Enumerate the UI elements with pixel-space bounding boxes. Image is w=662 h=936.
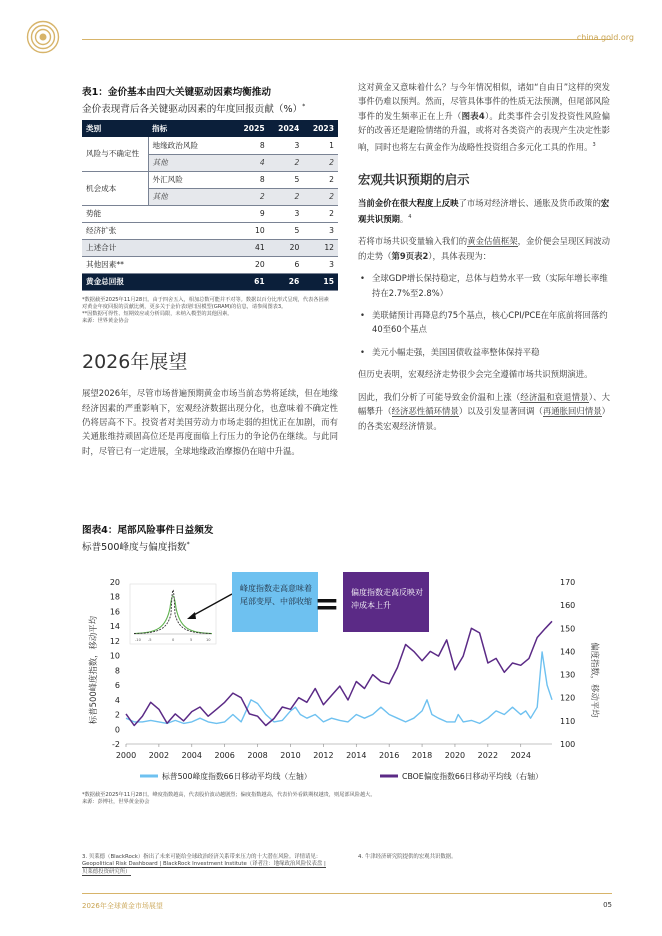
col-indicator: 指标 — [148, 120, 234, 137]
figure-ref-link[interactable]: 图表4 — [461, 110, 485, 121]
table-row-subtotal — [82, 239, 338, 256]
left-tick-label: 8 — [114, 666, 120, 676]
svg-text:-10: -10 — [135, 638, 141, 642]
cell-2023: 1 — [303, 137, 338, 154]
section-heading: 2026年展望 — [82, 351, 188, 374]
legend-label-kurtosis: 标普500峰度指数66日移动平均线（左轴） — [162, 772, 312, 781]
callout-left-text: 峰度指数走高意味着尾部变厚、中部收缩 — [240, 584, 312, 606]
paragraph: 但历史表明，宏观经济走势很少会完全遵循市场共识预期演进。 — [358, 369, 593, 380]
cell-2024: 3 — [269, 137, 304, 154]
cell-2025: 41 — [234, 239, 269, 256]
table1-notes — [82, 297, 332, 326]
left-tick-label: 12 — [109, 636, 120, 646]
table1-note: **因数据可得性、短期效应或分析局限，未纳入模型的其他因素。 — [82, 310, 233, 317]
cell-2024: 5 — [269, 171, 304, 188]
subsection-heading: 宏观共识预期的启示 — [358, 171, 470, 187]
page-number: 05 — [603, 901, 612, 909]
cell-2023: 3 — [303, 222, 338, 239]
figure4-subtitle: 标普500峰度与偏度指数* — [82, 540, 190, 553]
list-item: • 全球GDP增长保持稳定，总体与趋势水平一致（实际年增长率维持在2.7%至2.8%） — [358, 271, 610, 300]
footer-title: 2026年全球黄金市场展望 — [82, 902, 163, 910]
table-row — [82, 137, 338, 154]
right-tick-label: 120 — [560, 693, 576, 703]
left-tick-label: 20 — [109, 578, 120, 587]
col-category: 类别 — [82, 120, 148, 137]
footnote-3: 3. 贝莱德（BlackRock）指出了未来可能给全球政治经济关系带来压力的十大潜在风险。详情请见：Geopolitical Risk Dashboard | BlackRock Investment Institute（译者注：地缘政治风险仪表盘 | 贝莱德投资研究所） — [82, 854, 326, 875]
cell-2023: 2 — [303, 205, 338, 222]
valuation-framework-link[interactable]: 黄金估值框架 — [467, 236, 518, 247]
x-tick-label: 2012 — [313, 751, 334, 760]
right-axis — [560, 578, 575, 749]
left-tick-label: -2 — [112, 740, 120, 749]
svg-text:5: 5 — [190, 638, 193, 642]
left-tick-label: 18 — [109, 592, 120, 602]
table-row — [82, 171, 338, 188]
header-rule — [82, 39, 612, 40]
cell-2025: 9 — [234, 205, 269, 222]
cell-2023: 12 — [303, 239, 338, 256]
cell-2024: 2 — [269, 188, 304, 205]
x-tick-label: 2008 — [247, 751, 268, 760]
list-item: • 美联储预计再降息约75个基点，核心CPI/PCE在年底前将回落约40至60个基点 — [358, 308, 610, 337]
right-tick-label: 150 — [560, 624, 576, 634]
table-row-total — [82, 273, 338, 290]
x-tick-label: 2018 — [411, 751, 433, 760]
cell-2025: 8 — [234, 137, 269, 154]
drivers-table — [82, 120, 338, 291]
footnote-4: 4. 牛津经济研究院提供的宏观共识数据。 — [358, 854, 457, 860]
cell-2024: 26 — [269, 273, 304, 290]
left-axis — [110, 578, 120, 749]
table1-note: *数据截至2025年11月28日。由于四舍五入，相加总数可能并不对等。数据以百分比形式呈现，代表各因素对黄金年度回报的贡献比例，更多关于金价表现归因模型(GRAM)的信息，请参阅图表3。 — [82, 296, 329, 310]
footer-rule — [82, 893, 612, 894]
table-row — [82, 205, 338, 222]
x-tick-label: 2004 — [181, 751, 202, 760]
cell-2025: 8 — [234, 171, 269, 188]
cell-2025: 4 — [234, 154, 269, 171]
x-tick-label: 2016 — [378, 751, 400, 760]
x-tick-label: 2020 — [444, 751, 466, 760]
x-axis — [116, 744, 552, 760]
x-tick-label: 2006 — [214, 751, 235, 760]
row-category: 经济扩张 — [82, 222, 234, 239]
paragraph: 因此，我们分析了可能导致金价温和上涨（经济温和衰退情景）、大幅攀升（经济恶性循环情景）以及引发显著回调（再通胀回归情景）的各类宏观经济情景。 — [358, 391, 611, 431]
scenario-link[interactable]: 经济恶性循环情景 — [391, 406, 459, 417]
row-indicator: 其他 — [148, 154, 234, 171]
row-category: 其他因素** — [82, 256, 234, 273]
right-tick-label: 140 — [560, 647, 576, 657]
left-tick-label: 6 — [114, 681, 120, 691]
left-axis-label: 标普500峰度指数，移动平均 — [88, 615, 98, 725]
col-2023: 2023 — [303, 120, 338, 137]
left-tick-label: 0 — [114, 725, 120, 735]
list-item: • 美元小幅走强，美国国债收益率整体保持平稳 — [358, 345, 610, 359]
outlook-paragraph: 展望2026年，尽管市场普遍预期黄金市场当前态势将延续，但在地缘经济因素的严重影响下，宏观经济数据出现分化，也意味着不确定性仍将居高不下。投资者对美国劳动力市场走弱的担忧正在加剧，而有关通胀维持顽固高位还是再度面临上行压力的争论仍在继续。与此同时，尽管已有一定进展，全球地缘政治摩擦仍在暗中升温。 — [82, 388, 338, 456]
cell-2023: 2 — [303, 171, 338, 188]
table1-source: 来源：世界黄金协会 — [82, 318, 129, 325]
row-category: 上述合计 — [82, 239, 234, 256]
left-tick-label: 4 — [114, 695, 120, 705]
svg-text:10: 10 — [206, 638, 211, 642]
paragraph: 这对黄金又意味着什么？与今年情况相似，诸如“自由日”这样的突发事件仍难以预判。然而，尽管具体事件的性质无法预测，但尾部风险事件的发生频率正在上升（图表4）。此类事件会引发投资性风险偏好的改善还是避险情绪的升温，或将对各类资产的表现产生决定性影响，同时也将左右黄金作为战略性投资组合多元化工具的作用。$^3$ — [358, 82, 611, 152]
right-tick-label: 110 — [560, 716, 576, 726]
paragraph: 若将市场共识变量输入我们的黄金估值框架，金价便会呈现区间波动的走势（第9页表2），具体表现为： — [358, 236, 611, 261]
left-tick-label: 10 — [109, 651, 120, 661]
table-row — [82, 256, 338, 273]
chart-legend — [140, 771, 543, 781]
col-2025: 2025 — [234, 120, 269, 137]
cell-2023: 3 — [303, 256, 338, 273]
figure4-title: 图表4：尾部风险事件日益频发 — [82, 525, 214, 536]
cell-2025: 61 — [234, 273, 269, 290]
figure4-note: *数据截至2025年11月28日。峰度指数越高，代表股价波动越剧烈；偏度指数越高，代表价外看跌期权越贵，则尾部风险越大。 — [82, 792, 376, 798]
row-category: 势能 — [82, 205, 234, 222]
site-url[interactable]: china.gold.org — [576, 33, 634, 42]
table-row — [82, 222, 338, 239]
left-tick-label: 14 — [109, 622, 120, 632]
cell-2024: 3 — [269, 205, 304, 222]
equals-sign: = — [314, 587, 340, 622]
lead-paragraph: 当前金价在很大程度上反映了市场对经济增长、通胀及货币政策的宏观共识预期。$^4$ — [358, 197, 610, 225]
distribution-inset — [130, 584, 216, 644]
cell-2024: 2 — [269, 154, 304, 171]
cell-2025: 10 — [234, 222, 269, 239]
gold-rings-logo — [26, 20, 60, 54]
figure4-header — [82, 522, 622, 553]
right-tick-label: 130 — [560, 670, 576, 680]
table1-title: 表1：金价基本由四大关键驱动因素均衡推动 — [82, 87, 271, 98]
row-indicator: 地缘政治风险 — [148, 137, 234, 154]
x-tick-label: 2002 — [148, 751, 170, 760]
right-axis-label: 偏度指数，移动平均 — [590, 642, 600, 718]
cell-2024: 5 — [269, 222, 304, 239]
cell-2024: 6 — [269, 256, 304, 273]
scenario-link[interactable]: 再通胀回归情景 — [542, 406, 602, 417]
row-indicator: 其他 — [148, 188, 234, 205]
right-tick-label: 100 — [560, 740, 576, 749]
table1-subtitle: 金价表现背后各关键驱动因素的年度回报贡献（%）* — [82, 102, 306, 115]
cell-2023: 2 — [303, 154, 338, 171]
table-ref-link[interactable]: 第9页表2 — [391, 250, 429, 261]
callout-right-text: 偏度指数走高反映对冲成本上升 — [351, 588, 423, 610]
row-category: 黄金总回报 — [82, 273, 234, 290]
cell-2023: 2 — [303, 188, 338, 205]
col-2024: 2024 — [269, 120, 304, 137]
x-tick-label: 2022 — [477, 751, 499, 760]
row-indicator: 外汇风险 — [148, 171, 234, 188]
scenario-link[interactable]: 经济温和衰退情景 — [520, 391, 589, 402]
tail-risk-chart — [82, 570, 602, 786]
row-category: 风险与不确定性 — [82, 137, 148, 171]
left-column — [82, 84, 338, 458]
cell-2024: 20 — [269, 239, 304, 256]
blackrock-link[interactable]: Geopolitical Risk Dashboard | BlackRock Investment Institute（译者注：地缘政治风险仪表盘 | 贝莱德投资研究所） — [82, 861, 326, 875]
svg-text:-5: -5 — [148, 638, 152, 642]
row-category: 机会成本 — [82, 171, 148, 205]
cell-2025: 2 — [234, 188, 269, 205]
figure4-notes — [82, 792, 622, 806]
left-tick-label: 16 — [109, 607, 120, 617]
legend-label-skew: CBOE偏度指数66日移动平均线（右轴） — [402, 772, 543, 781]
cell-2023: 15 — [303, 273, 338, 290]
right-column — [358, 80, 610, 433]
right-tick-label: 170 — [560, 578, 576, 587]
x-tick-label: 2000 — [115, 751, 137, 760]
x-tick-label: 2010 — [280, 751, 301, 760]
bullet-list — [358, 271, 610, 359]
left-tick-label: 2 — [114, 710, 120, 720]
x-tick-label: 2024 — [510, 751, 531, 760]
figure4-source: 来源：彭博社，世界黄金协会 — [82, 799, 150, 806]
cell-2025: 20 — [234, 256, 269, 273]
table-header-row — [82, 120, 338, 137]
right-tick-label: 160 — [560, 601, 576, 611]
svg-text:0: 0 — [172, 638, 175, 642]
x-tick-label: 2014 — [346, 751, 367, 760]
